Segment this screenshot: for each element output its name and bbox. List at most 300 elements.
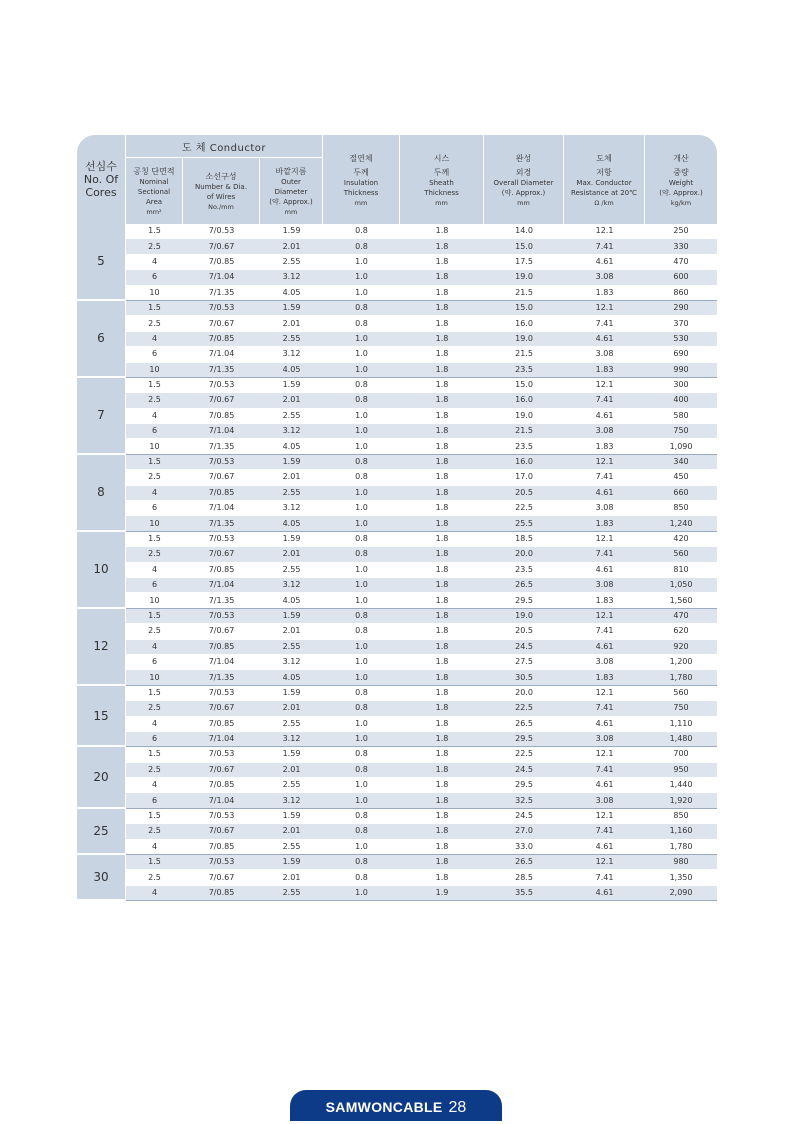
outer-diameter-cell: 3.12 [260,655,323,670]
overall-diameter-cell: 33.0 [484,840,564,855]
outer-diameter-cell: 1.59 [260,686,323,701]
overall-diameter-cell: 19.0 [484,409,564,424]
insulation-cell: 0.8 [323,532,400,547]
table-row [77,532,717,547]
resistance-cell: 7.41 [564,470,645,485]
weight-cell: 1,920 [645,793,717,808]
nominal-area-cell: 2.5 [126,547,183,562]
resistance-cell: 7.41 [564,870,645,885]
wires-cell: 7/0.85 [183,409,260,424]
sheath-header [400,135,484,224]
nominal-area-cell: 10 [126,670,183,685]
sheath-cell: 1.8 [400,455,484,470]
insulation-cell: 0.8 [323,824,400,839]
cores-cell: 30 [77,855,126,901]
nominal-area-header-en2: Sectional [137,187,171,196]
overall-diameter-cell: 19.0 [484,609,564,624]
nominal-area-cell: 10 [126,286,183,301]
cores-cell: 10 [77,532,126,609]
sheath-cell: 1.8 [400,486,484,501]
nominal-area-cell: 6 [126,501,183,516]
outer-diameter-cell: 2.01 [260,701,323,716]
overall-diameter-cell: 15.0 [484,378,564,393]
sheath-cell: 1.8 [400,224,484,239]
sheath-cell: 1.8 [400,363,484,378]
outer-diameter-cell: 3.12 [260,793,323,808]
table-row [77,316,717,331]
outer-diameter-cell: 2.01 [260,547,323,562]
insulation-cell: 0.8 [323,870,400,885]
table-row [77,516,717,531]
resistance-cell: 3.08 [564,578,645,593]
nominal-area-cell: 2.5 [126,870,183,885]
wires-cell: 7/0.53 [183,855,260,870]
weight-header-ko: 개산 [673,153,689,163]
overall-diameter-cell: 25.5 [484,516,564,531]
weight-cell: 750 [645,424,717,439]
sheath-cell: 1.8 [400,670,484,685]
sheath-cell: 1.8 [400,424,484,439]
weight-cell: 1,780 [645,840,717,855]
wires-cell: 7/0.67 [183,870,260,885]
resistance-cell: 1.83 [564,670,645,685]
wires-cell: 7/0.85 [183,255,260,270]
overall-diameter-cell: 24.5 [484,763,564,778]
sheath-cell: 1.8 [400,532,484,547]
weight-cell: 1,240 [645,516,717,531]
insulation-cell: 1.0 [323,486,400,501]
table-row [77,778,717,793]
outer-diameter-cell: 1.59 [260,532,323,547]
nominal-area-cell: 2.5 [126,701,183,716]
sheath-cell: 1.8 [400,578,484,593]
sheath-cell: 1.8 [400,840,484,855]
wires-cell: 7/0.53 [183,532,260,547]
wires-cell: 7/0.53 [183,609,260,624]
table-row [77,239,717,254]
table-row [77,347,717,362]
wires-cell: 7/0.67 [183,470,260,485]
outer-diameter-cell: 1.59 [260,609,323,624]
footer-badge [290,1090,502,1121]
wires-cell: 7/0.85 [183,563,260,578]
nominal-area-cell: 1.5 [126,809,183,824]
resistance-cell: 3.08 [564,793,645,808]
weight-cell: 290 [645,301,717,316]
resistance-cell: 12.1 [564,378,645,393]
overall-diameter-cell: 21.5 [484,424,564,439]
overall-diameter-cell: 26.5 [484,717,564,732]
resistance-header-en2: Resistance at 20℃ [571,188,637,197]
wires-cell: 7/0.53 [183,455,260,470]
sheath-cell: 1.8 [400,563,484,578]
insulation-cell: 1.0 [323,332,400,347]
weight-cell: 400 [645,393,717,408]
nominal-area-cell: 1.5 [126,532,183,547]
nominal-area-cell: 6 [126,655,183,670]
weight-cell: 1,050 [645,578,717,593]
weight-cell: 1,160 [645,824,717,839]
nominal-area-cell: 2.5 [126,239,183,254]
resistance-cell: 12.1 [564,224,645,239]
insulation-cell: 1.0 [323,501,400,516]
overall-diameter-cell: 19.0 [484,332,564,347]
sheath-cell: 1.8 [400,717,484,732]
overall-diameter-cell: 24.5 [484,640,564,655]
weight-cell: 580 [645,409,717,424]
table-row [77,701,717,716]
table-row [77,809,717,824]
overall-diameter-cell: 23.5 [484,563,564,578]
resistance-cell: 12.1 [564,747,645,762]
insulation-header-ko: 절연체 [349,153,373,163]
outer-diameter-cell: 1.59 [260,809,323,824]
weight-cell: 420 [645,532,717,547]
overall-diameter-cell: 16.0 [484,393,564,408]
weight-cell: 990 [645,363,717,378]
wires-cell: 7/0.53 [183,224,260,239]
outer-diameter-cell: 4.05 [260,439,323,454]
weight-cell: 690 [645,347,717,362]
weight-cell: 1,090 [645,439,717,454]
table-row [77,593,717,608]
nominal-area-header-en1: Nominal [139,177,169,186]
insulation-cell: 0.8 [323,809,400,824]
wires-cell: 7/0.85 [183,332,260,347]
wires-cell: 7/1.35 [183,516,260,531]
overall-diameter-cell: 30.5 [484,670,564,685]
wires-cell: 7/1.04 [183,578,260,593]
resistance-cell: 3.08 [564,732,645,747]
resistance-header-en1: Max. Conductor [576,178,632,187]
resistance-cell: 12.1 [564,855,645,870]
wires-header [183,158,260,224]
table-row [77,717,717,732]
outer-diameter-cell: 3.12 [260,732,323,747]
table-row [77,486,717,501]
sheath-cell: 1.8 [400,516,484,531]
wires-cell: 7/0.67 [183,763,260,778]
insulation-cell: 1.0 [323,593,400,608]
insulation-cell: 0.8 [323,747,400,762]
wires-cell: 7/1.04 [183,655,260,670]
insulation-cell: 1.0 [323,778,400,793]
resistance-cell: 12.1 [564,301,645,316]
wires-cell: 7/0.85 [183,486,260,501]
resistance-cell: 1.83 [564,516,645,531]
outer-diameter-header-en2: Diameter [274,187,308,196]
insulation-cell: 1.0 [323,670,400,685]
table-row [77,301,717,316]
resistance-cell: 4.61 [564,717,645,732]
weight-cell: 370 [645,316,717,331]
overall-diameter-cell: 29.5 [484,593,564,608]
wires-cell: 7/1.04 [183,793,260,808]
wires-cell: 7/0.53 [183,747,260,762]
nominal-area-cell: 10 [126,593,183,608]
weight-cell: 860 [645,286,717,301]
wires-header-unit: No./mm [208,202,234,211]
table-row [77,378,717,393]
nominal-area-cell: 4 [126,640,183,655]
cores-cell: 6 [77,301,126,378]
wires-cell: 7/0.53 [183,809,260,824]
resistance-cell: 7.41 [564,701,645,716]
overall-diameter-cell: 27.5 [484,655,564,670]
outer-diameter-cell: 2.55 [260,486,323,501]
weight-cell: 560 [645,547,717,562]
wires-cell: 7/1.04 [183,501,260,516]
weight-cell: 1,560 [645,593,717,608]
wires-cell: 7/1.35 [183,363,260,378]
sheath-cell: 1.8 [400,809,484,824]
insulation-cell: 1.0 [323,363,400,378]
insulation-cell: 0.8 [323,455,400,470]
weight-header-unit: kg/km [670,198,692,207]
overall-diameter-cell: 21.5 [484,347,564,362]
wires-cell: 7/1.35 [183,286,260,301]
insulation-cell: 0.8 [323,393,400,408]
nominal-area-cell: 6 [126,424,183,439]
wires-cell: 7/0.85 [183,778,260,793]
outer-diameter-cell: 3.12 [260,424,323,439]
overall-diameter-header-en2: (약. Approx.) [501,188,546,197]
nominal-area-cell: 6 [126,732,183,747]
wires-header-en1: Number & Dia. [195,182,247,191]
resistance-cell: 4.61 [564,486,645,501]
outer-diameter-cell: 4.05 [260,286,323,301]
weight-cell: 250 [645,224,717,239]
outer-diameter-cell: 4.05 [260,363,323,378]
nominal-area-cell: 1.5 [126,455,183,470]
cores-header-en2: Cores [85,186,117,199]
overall-diameter-cell: 15.0 [484,239,564,254]
table-row [77,624,717,639]
nominal-area-cell: 1.5 [126,855,183,870]
outer-diameter-cell: 2.55 [260,332,323,347]
insulation-cell: 1.0 [323,732,400,747]
outer-diameter-cell: 2.01 [260,470,323,485]
table-row [77,793,717,808]
nominal-area-cell: 1.5 [126,301,183,316]
resistance-cell: 3.08 [564,501,645,516]
insulation-cell: 0.8 [323,855,400,870]
resistance-cell: 4.61 [564,886,645,901]
resistance-cell: 4.61 [564,563,645,578]
overall-diameter-header [484,135,564,224]
overall-diameter-cell: 17.5 [484,255,564,270]
cores-cell: 15 [77,686,126,748]
cores-cell: 25 [77,809,126,855]
table-row [77,655,717,670]
weight-cell: 1,480 [645,732,717,747]
weight-header-ko2: 중량 [673,167,689,177]
sheath-header-en1: Sheath [429,178,454,187]
nominal-area-cell: 2.5 [126,470,183,485]
sheath-cell: 1.8 [400,655,484,670]
sheath-header-ko: 시스 [433,153,450,163]
outer-diameter-cell: 2.01 [260,824,323,839]
sheath-cell: 1.8 [400,763,484,778]
cores-cell: 12 [77,609,126,686]
sheath-cell: 1.8 [400,393,484,408]
insulation-cell: 0.8 [323,701,400,716]
outer-diameter-header-en1: Outer [281,177,301,186]
conductor-group-header: 도 체 Conductor [126,135,323,158]
insulation-cell: 0.8 [323,686,400,701]
outer-diameter-cell: 1.59 [260,224,323,239]
nominal-area-cell: 4 [126,332,183,347]
nominal-area-cell: 6 [126,578,183,593]
weight-cell: 530 [645,332,717,347]
insulation-cell: 1.0 [323,255,400,270]
overall-diameter-header-unit: mm [517,198,530,207]
cores-cell: 20 [77,747,126,809]
wires-cell: 7/1.04 [183,424,260,439]
resistance-cell: 4.61 [564,640,645,655]
table-row [77,686,717,701]
outer-diameter-cell: 2.01 [260,393,323,408]
table-row [77,578,717,593]
resistance-cell: 1.83 [564,363,645,378]
nominal-area-cell: 1.5 [126,686,183,701]
sheath-cell: 1.8 [400,686,484,701]
sheath-cell: 1.8 [400,378,484,393]
nominal-area-cell: 2.5 [126,824,183,839]
weight-cell: 810 [645,563,717,578]
sheath-cell: 1.9 [400,886,484,901]
weight-cell: 1,780 [645,670,717,685]
outer-diameter-header [260,158,323,224]
overall-diameter-cell: 27.0 [484,824,564,839]
outer-diameter-cell: 2.55 [260,640,323,655]
nominal-area-cell: 10 [126,516,183,531]
wires-cell: 7/1.04 [183,732,260,747]
resistance-cell: 7.41 [564,547,645,562]
weight-cell: 750 [645,701,717,716]
resistance-cell: 12.1 [564,809,645,824]
sheath-cell: 1.8 [400,409,484,424]
outer-diameter-header-ko: 바깥지름 [275,166,307,176]
weight-cell: 2,090 [645,886,717,901]
table-row [77,424,717,439]
nominal-area-cell: 6 [126,347,183,362]
nominal-area-header-ko: 공칭 단면적 [133,166,175,176]
overall-diameter-cell: 18.5 [484,532,564,547]
outer-diameter-cell: 2.55 [260,778,323,793]
overall-diameter-cell: 15.0 [484,301,564,316]
resistance-cell: 3.08 [564,270,645,285]
insulation-cell: 1.0 [323,840,400,855]
resistance-cell: 7.41 [564,239,645,254]
weight-cell: 950 [645,763,717,778]
wires-cell: 7/1.04 [183,270,260,285]
overall-diameter-cell: 14.0 [484,224,564,239]
wires-cell: 7/0.67 [183,824,260,839]
sheath-cell: 1.8 [400,332,484,347]
overall-diameter-cell: 22.5 [484,701,564,716]
table-row [77,501,717,516]
sheath-cell: 1.8 [400,255,484,270]
cores-header-ko: 선심수 [85,160,117,173]
insulation-header-unit: mm [354,198,368,207]
sheath-cell: 1.8 [400,870,484,885]
sheath-cell: 1.8 [400,470,484,485]
resistance-cell: 7.41 [564,624,645,639]
table-row [77,286,717,301]
table-row [77,640,717,655]
sheath-cell: 1.8 [400,855,484,870]
resistance-cell: 3.08 [564,347,645,362]
weight-cell: 600 [645,270,717,285]
cores-cell: 5 [77,224,126,301]
sheath-cell: 1.8 [400,624,484,639]
insulation-cell: 1.0 [323,424,400,439]
sheath-header-en2: Thickness [424,188,459,197]
nominal-area-cell: 6 [126,793,183,808]
overall-diameter-header-ko: 완성 [515,153,532,163]
weight-header-en1: Weight [668,178,694,187]
overall-diameter-cell: 24.5 [484,809,564,824]
outer-diameter-cell: 3.12 [260,270,323,285]
resistance-header [564,135,645,224]
table-row [77,886,717,901]
sheath-cell: 1.8 [400,501,484,516]
wires-header-en2: of Wires [206,192,236,201]
insulation-cell: 1.0 [323,516,400,531]
table-row [77,563,717,578]
cores-header [77,135,126,224]
nominal-area-cell: 1.5 [126,609,183,624]
insulation-cell: 1.0 [323,793,400,808]
sheath-header-unit: mm [435,198,448,207]
weight-cell: 1,350 [645,870,717,885]
resistance-cell: 7.41 [564,763,645,778]
outer-diameter-cell: 2.55 [260,563,323,578]
insulation-cell: 0.8 [323,378,400,393]
nominal-area-cell: 10 [126,439,183,454]
weight-cell: 850 [645,809,717,824]
sheath-cell: 1.8 [400,593,484,608]
overall-diameter-cell: 29.5 [484,778,564,793]
wires-cell: 7/0.67 [183,316,260,331]
insulation-header-en1: Insulation [343,178,379,187]
sheath-cell: 1.8 [400,270,484,285]
resistance-cell: 12.1 [564,532,645,547]
weight-cell: 920 [645,640,717,655]
outer-diameter-cell: 4.05 [260,516,323,531]
overall-diameter-header-en1: Overall Diameter [493,178,554,187]
outer-diameter-cell: 3.12 [260,501,323,516]
nominal-area-cell: 2.5 [126,763,183,778]
nominal-area-header-unit: mm² [146,207,162,216]
weight-cell: 340 [645,455,717,470]
overall-diameter-cell: 16.0 [484,455,564,470]
overall-diameter-cell: 20.0 [484,547,564,562]
insulation-cell: 0.8 [323,609,400,624]
outer-diameter-header-en3: (약. Approx.) [269,197,313,206]
insulation-cell: 1.0 [323,655,400,670]
outer-diameter-cell: 2.01 [260,763,323,778]
resistance-cell: 12.1 [564,686,645,701]
overall-diameter-cell: 20.5 [484,486,564,501]
insulation-cell: 0.8 [323,763,400,778]
overall-diameter-cell: 20.0 [484,686,564,701]
weight-cell: 850 [645,501,717,516]
wires-cell: 7/0.85 [183,717,260,732]
insulation-cell: 1.0 [323,347,400,362]
spec-table-container [77,135,717,901]
